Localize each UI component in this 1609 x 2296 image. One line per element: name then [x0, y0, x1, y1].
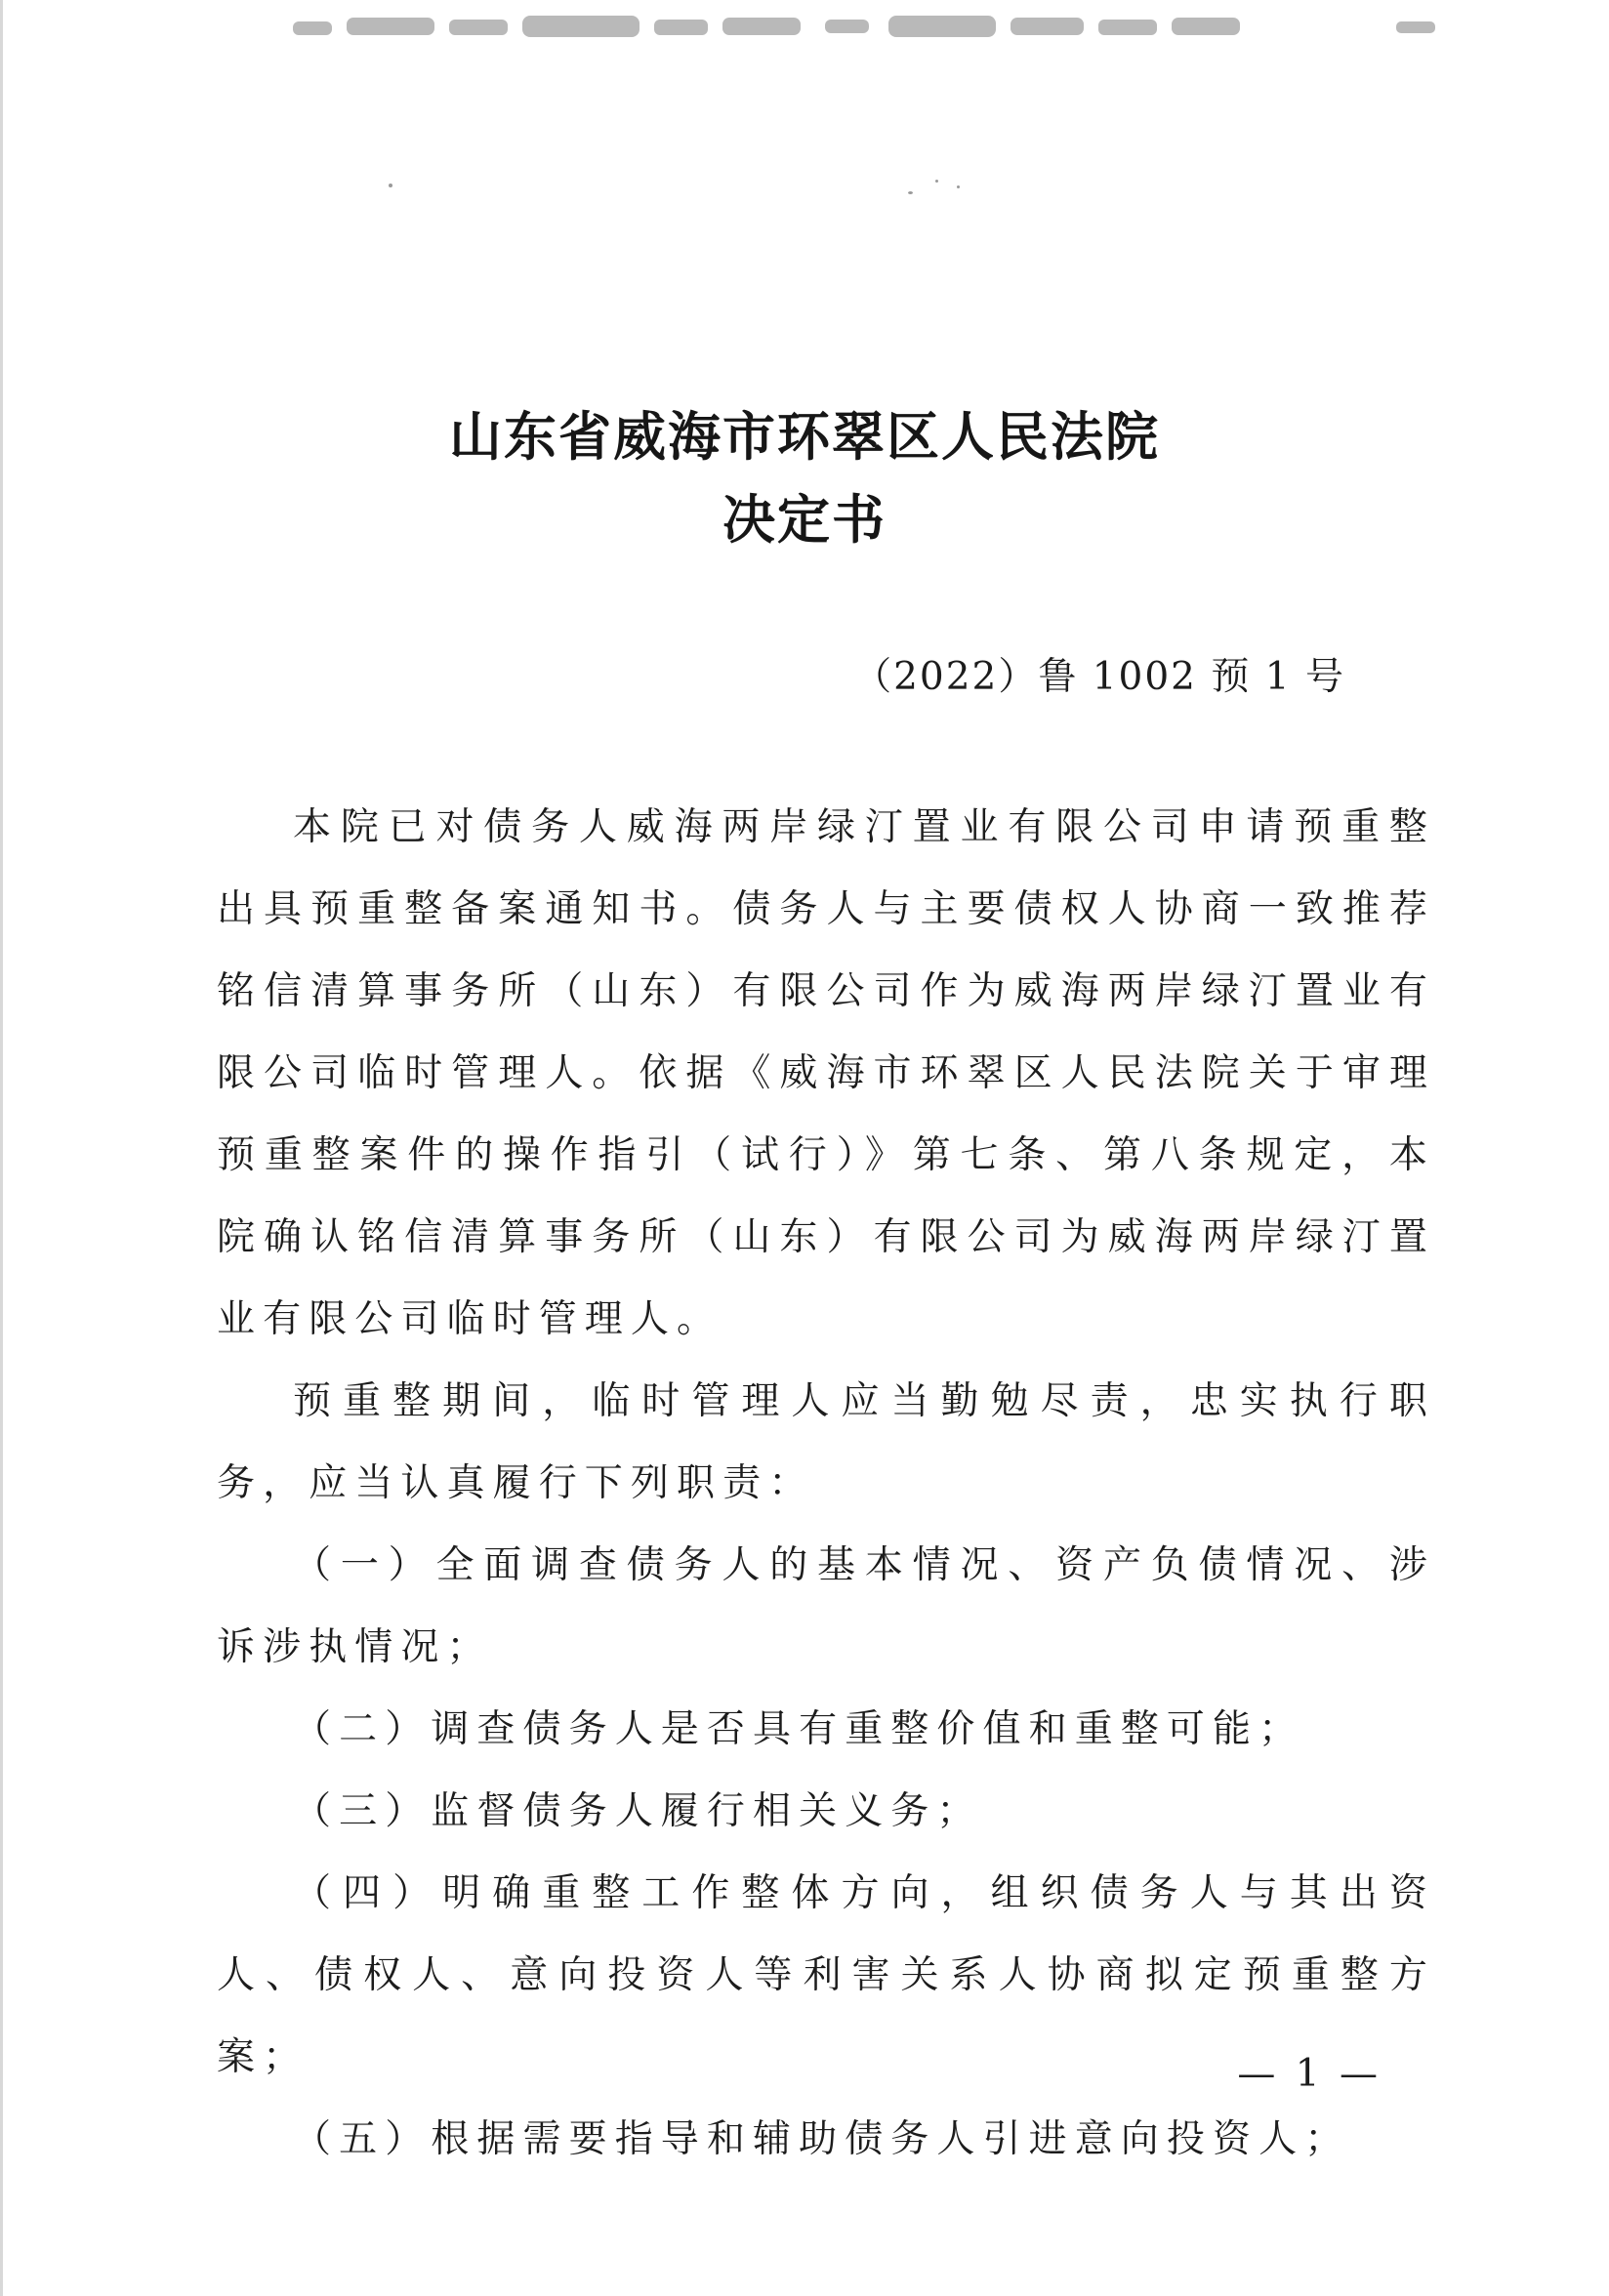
scan-artifact-top — [293, 8, 1465, 53]
scan-speck — [908, 191, 913, 194]
scan-speck — [935, 180, 938, 183]
duty-item-3: （三）监督债务人履行相关义务； — [293, 1789, 983, 1833]
scan-speck — [957, 185, 960, 188]
duty-item-2: （二）调查债务人是否具有重整价值和重整可能； — [293, 1707, 1305, 1751]
scan-edge-shadow — [0, 0, 3, 2296]
page-number: — 1 — — [1237, 2052, 1382, 2096]
document-body — [217, 787, 1435, 2181]
paragraph-appointment: 本院已对债务人威海两岸绿汀置业有限公司申请预重整出具预重整备案通知书。债务人与主要债权人协商一致推荐铭信清算事务所（山东）有限公司作为威海两岸绿汀置业有限公司临时管理人。依据《威海市环翠区人民法院关于审理预重整案件的操作指引（试行）》第七条、第八条规定，本院确认铭信清算事务所（山东）有限公司为威海两岸绿汀置业有限公司临时管理人。 — [217, 805, 1435, 1341]
scan-speck — [389, 184, 392, 187]
duty-item-1: （一）全面调查债务人的基本情况、资产负债情况、涉诉涉执情况； — [217, 1543, 1435, 1669]
court-name-title: 山东省威海市环翠区人民法院 — [449, 406, 1160, 468]
duty-item-5: （五）根据需要指导和辅助债务人引进意向投资人； — [293, 2117, 1351, 2161]
paragraph-duties-intro: 预重整期间，临时管理人应当勤勉尽责，忠实执行职务，应当认真履行下列职责： — [217, 1379, 1435, 1505]
case-number: （2022）鲁 1002 预 1 号 — [853, 655, 1345, 699]
document-type-title: 决定书 — [722, 489, 887, 551]
duty-item-4: （四）明确重整工作整体方向，组织债务人与其出资人、债权人、意向投资人等利害关系人协商拟定预重整方案； — [217, 1871, 1435, 2079]
